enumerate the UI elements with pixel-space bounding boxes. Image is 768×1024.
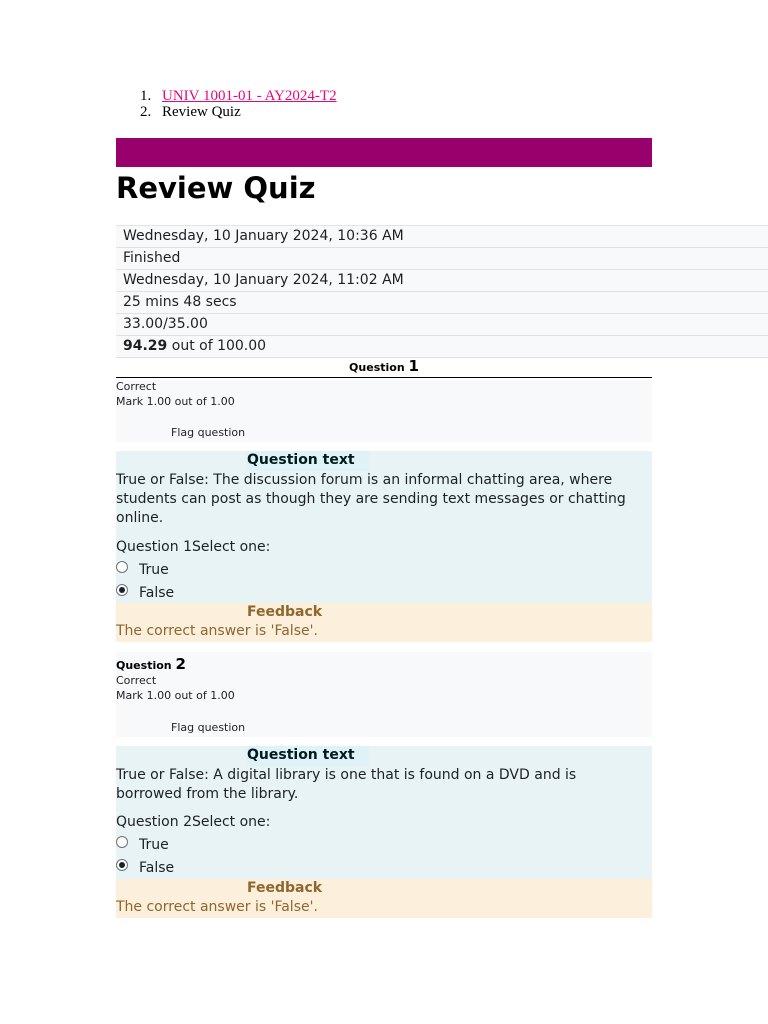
radio-button-selected[interactable]	[116, 584, 128, 596]
option-label: True	[139, 837, 169, 853]
attempt-summary-table	[116, 225, 768, 358]
summary-time-taken: 25 mins 48 secs	[116, 292, 768, 314]
header-banner	[116, 138, 652, 167]
breadcrumb-number: 1.	[140, 88, 152, 104]
grade-value: 94.29	[123, 338, 168, 354]
question-status: Correct	[116, 674, 157, 687]
question-mark: Mark 1.00 out of 1.00	[116, 395, 235, 408]
grade-suffix: out of 100.00	[171, 338, 267, 354]
question-mark: Mark 1.00 out of 1.00	[116, 689, 235, 702]
summary-state: Finished	[116, 248, 768, 270]
breadcrumb-current: Review Quiz	[162, 104, 241, 120]
question-1-feedback	[116, 603, 652, 642]
answer-option-true[interactable]	[116, 562, 169, 578]
radio-button-selected[interactable]	[116, 859, 128, 871]
flag-question-link[interactable]: Flag question	[171, 426, 246, 439]
feedback-heading: Feedback	[247, 604, 323, 620]
question-2-feedback	[116, 879, 652, 918]
radio-button[interactable]	[116, 836, 128, 848]
question-text: True or False: The discussion forum is an informal chatting area, where students can post as though they are sending text messages or chatting online.	[116, 472, 626, 526]
question-label: Question	[349, 361, 405, 374]
question-1-content	[116, 451, 652, 603]
feedback-text: The correct answer is 'False'.	[116, 899, 318, 915]
summary-started: Wednesday, 10 January 2024, 10:36 AM	[116, 226, 768, 248]
option-label: False	[139, 860, 175, 876]
page-title: Review Quiz	[116, 171, 316, 205]
breadcrumb-item-quiz	[140, 104, 337, 120]
breadcrumb-item-course	[140, 88, 337, 104]
question-2-content	[116, 746, 652, 879]
question-number: 1	[408, 357, 419, 375]
radio-button[interactable]	[116, 561, 128, 573]
question-label: Question	[116, 659, 172, 672]
summary-grade	[116, 336, 768, 358]
question-2-info	[116, 652, 652, 737]
question-prompt: Question 2Select one:	[116, 814, 271, 830]
question-text-heading: Question text	[247, 452, 355, 468]
question-number: 2	[175, 655, 186, 673]
question-1-info	[116, 380, 652, 442]
question-2-header	[116, 655, 652, 673]
answer-option-false[interactable]	[116, 585, 174, 601]
summary-completed: Wednesday, 10 January 2024, 11:02 AM	[116, 270, 768, 292]
summary-marks: 33.00/35.00	[116, 314, 768, 336]
question-prompt: Question 1Select one:	[116, 539, 271, 555]
breadcrumb-link-course[interactable]: UNIV 1001-01 - AY2024-T2	[162, 88, 337, 104]
question-1-header	[116, 357, 652, 378]
question-status: Correct	[116, 380, 157, 393]
question-text: True or False: A digital library is one that is found on a DVD and is borrowed from the library.	[116, 767, 577, 802]
question-text-heading: Question text	[247, 747, 355, 763]
answer-option-false[interactable]	[116, 860, 174, 876]
flag-question-link[interactable]: Flag question	[171, 721, 246, 734]
option-label: False	[139, 585, 175, 601]
breadcrumb-number: 2.	[140, 104, 152, 120]
feedback-heading: Feedback	[247, 880, 323, 896]
option-label: True	[139, 562, 169, 578]
breadcrumb	[140, 88, 337, 120]
answer-option-true[interactable]	[116, 837, 169, 853]
feedback-text: The correct answer is 'False'.	[116, 623, 318, 639]
